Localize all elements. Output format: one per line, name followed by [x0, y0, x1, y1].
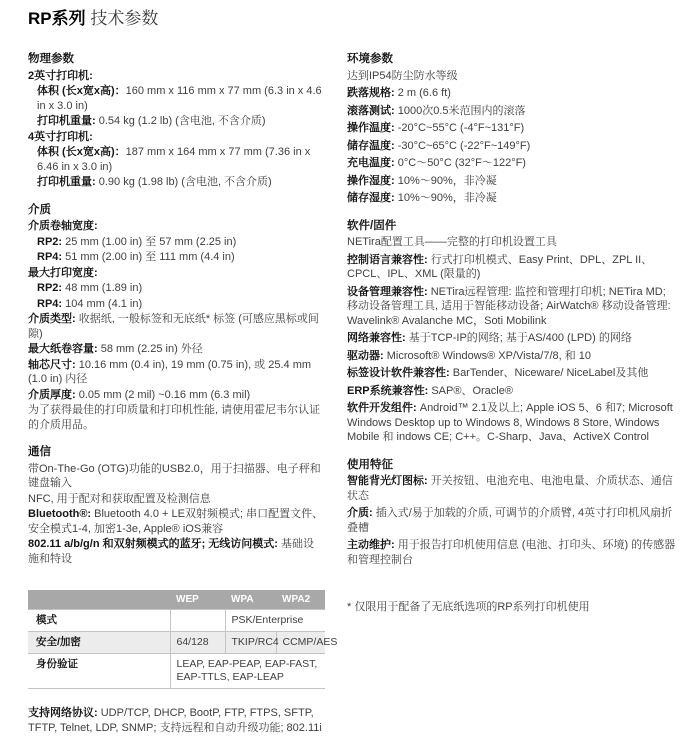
page-title-subtitle: 技术参数 [85, 9, 159, 28]
spec-line [347, 538, 679, 567]
spec-value: 0.54 kg (1.2 lb) (含电池, 不含介质) [95, 115, 266, 127]
spec-label: 介质类型: [28, 313, 76, 325]
spec-value: 达到IP54防尘防水等级 [347, 69, 458, 82]
spec-line [28, 175, 324, 190]
table-cell [170, 610, 225, 632]
spec-line [347, 156, 679, 171]
spec-line [347, 86, 679, 101]
spec-value: 基础设施和特设 [28, 538, 315, 565]
spec-label: 跌落规格: [347, 87, 395, 99]
spec-line [28, 145, 324, 174]
spec-label: 滚落测试: [347, 104, 395, 117]
table-row [28, 610, 325, 632]
spec-line [28, 706, 324, 735]
spec-value: -30°C~65°C (-22°F~149°F) [394, 139, 531, 152]
spec-value: 58 mm (2.25 in) 外径 [97, 343, 203, 355]
spec-label: 支持网络协议: [28, 707, 98, 719]
spec-value: SAP®、Oracle® [428, 384, 513, 397]
spec-line [347, 474, 679, 503]
table-column-header: WPA [225, 590, 276, 610]
spec-value: NETira配置工具——完整的打印机设置工具 [347, 236, 557, 248]
spec-value: NFC, 用于配对和获取配置及检测信息 [28, 492, 211, 505]
spec-line [28, 507, 324, 536]
spec-label: 4英寸打印机: [28, 130, 93, 143]
spec-value: 用于报告打印机使用信息 (电池、打印头、环境) 的传感器和管理控制台 [347, 539, 676, 566]
spec-label: 充电温度: [347, 157, 395, 169]
spec-line [28, 537, 324, 566]
spec-label: 轴芯尺寸: [28, 358, 76, 371]
spec-value: 收据纸, 一般标签和无底纸* 标签 (可感应黑标或间隙) [28, 313, 319, 340]
spec-line [347, 139, 679, 154]
spec-line [28, 462, 324, 491]
spec-label: 操作湿度: [347, 174, 395, 187]
spec-value: 25 mm (1.00 in) 至 57 mm (2.25 in) [62, 235, 237, 248]
spec-label: 设备管理兼容性: [347, 285, 428, 298]
page-title-series: RP系列 [28, 9, 86, 28]
spec-line [28, 250, 324, 265]
spec-value: 104 mm (4.1 in) [62, 297, 143, 310]
wifi-security-table [28, 590, 338, 689]
table-row-label: 身份验证 [28, 654, 170, 689]
spec-label: 主动维护: [347, 539, 395, 551]
spec-line [28, 114, 324, 129]
spec-label: 储存湿度: [347, 192, 395, 204]
spec-line [347, 174, 679, 189]
table-header-row [28, 590, 325, 610]
spec-line [347, 253, 679, 282]
section-heading: 软件/固件 [347, 219, 397, 232]
section-heading: 使用特征 [347, 458, 393, 471]
spec-line [28, 69, 324, 84]
spec-label: 驱动器: [347, 349, 384, 362]
spec-line [28, 281, 324, 296]
spec-value: 0.05 mm (2 mil) ~0.16 mm (6.3 mil) [75, 388, 251, 401]
spec-label: 操作温度: [347, 122, 395, 134]
spec-value: 行式打印机模式、Easy Print、DPL、ZPL II、CPCL、IPL、XML (限量的) [347, 253, 653, 280]
spec-label: 介质卷轴宽度: [28, 220, 98, 232]
spec-value: 2 m (6.6 ft) [394, 87, 451, 99]
spec-label: 介质: [347, 507, 373, 519]
spec-value: 187 mm x 164 mm x 77 mm (7.36 in x 6.46 in x 3.0 in) [37, 146, 311, 173]
section-heading: 通信 [28, 446, 51, 458]
spec-label: 802.11 a/b/g/n 和双射频模式的蓝牙; 无线访问模式: [28, 538, 278, 550]
spec-value: BarTender、Niceware/ NiceLabel及其他 [449, 367, 649, 379]
table-cell: LEAP, EAP-PEAP, EAP-FAST, EAP-TTLS, EAP-LEAP [170, 654, 325, 689]
table-cell: TKIP/RC4 [225, 632, 276, 654]
spec-value: 160 mm x 116 mm x 77 mm (6.3 in x 4.6 in x 3.0 in) [37, 85, 322, 112]
spec-line [28, 388, 324, 403]
section-heading: 物理参数 [28, 53, 74, 65]
spec-line [28, 297, 324, 312]
spec-label: 体积 (长x宽x高)： [37, 146, 126, 158]
spec-value: 0°C～50°C (32°F～122°F) [394, 157, 526, 169]
table-row-label: 安全/加密 [28, 632, 170, 654]
table-cell: CCMP/AES [276, 632, 325, 654]
table-column-header: WEP [170, 590, 225, 610]
spec-line [28, 219, 324, 234]
spec-line [28, 403, 324, 432]
spec-value: 基于TCP-IP的网络; 基于AS/400 (LPD) 的网络 [405, 332, 632, 344]
spec-line [28, 84, 324, 113]
spec-value: 开关按钮、电池充电、电池电量、介质状态、通信状态 [347, 475, 673, 502]
spec-line [28, 266, 324, 281]
spec-value: 0.90 kg (1.98 lb) (含电池, 不含介质) [95, 176, 272, 188]
spec-label: 2英寸打印机: [28, 69, 93, 82]
spec-label: RP4: [37, 251, 63, 263]
spec-line [347, 331, 679, 346]
spec-label: Bluetooth®: [28, 508, 92, 520]
spec-label: 智能背光灯图标: [347, 475, 428, 487]
spec-value: 为了获得最佳的打印质量和打印机性能, 请使用霍尼韦尔认证的介质用品。 [28, 404, 321, 431]
spec-value: 带On-The-Go (OTG)功能的USB2.0，用于扫描器、电子秤和键盘输入 [28, 462, 321, 489]
spec-value: 10%～90%，非冷凝 [394, 174, 497, 187]
spec-value: Microsoft® Windows® XP/Vista/7/8, 和 10 [383, 349, 592, 362]
spec-value: -20°C~55°C (-4°F~131°F) [394, 122, 525, 134]
spec-label: 体积 (长x宽x高)： [37, 85, 126, 97]
table-row [28, 654, 325, 689]
spec-value: 10%～90%，非冷凝 [394, 192, 497, 204]
spec-value: NETira远程管理: 监控和管理打印机; NETira MD; 移动设备管理工具, 适用于智能移动设备; AirWatch® 移动设备管理: Wavelink® Avalanche MC，Soti Mobilink [347, 285, 671, 327]
spec-line [28, 130, 324, 145]
spec-label: 打印机重量: [37, 176, 96, 188]
table-cell: 64/128 [170, 632, 225, 654]
footnote: * 仅限用于配备了无底纸选项的RP系列打印机使用 [347, 601, 590, 613]
spec-value: 插入式/易于加载的介质, 可调节的介质臂, 4英寸打印机风扇折叠槽 [347, 507, 673, 534]
spec-line [347, 69, 679, 84]
spec-value: 48 mm (1.89 in) [62, 282, 143, 294]
spec-value: UDP/TCP, DHCP, BootP, FTP, FTPS, SFTP, TFTP, Telnet, LDP, SNMP; 支持远程和自动升级功能; 802.11i [28, 707, 322, 734]
spec-line [347, 384, 679, 399]
section-heading: 介质 [28, 203, 51, 216]
page-title [28, 8, 158, 30]
spec-line [28, 235, 324, 250]
spec-label: 打印机重量: [37, 115, 96, 127]
spec-line [347, 191, 679, 206]
right-column [347, 52, 679, 615]
spec-line [347, 121, 679, 136]
table-column-header: WPA2 [276, 590, 325, 610]
spec-line [28, 492, 324, 507]
spec-label: 最大纸卷容量: [28, 343, 98, 355]
spec-line [28, 312, 324, 341]
spec-line [347, 349, 679, 364]
spec-line [347, 506, 679, 535]
spec-label: ERP系统兼容性: [347, 384, 429, 397]
spec-label: 储存温度: [347, 139, 395, 152]
left-column [28, 52, 338, 736]
spec-label: RP2: [37, 235, 63, 248]
spec-line [347, 104, 679, 119]
spec-label: 标签设计软件兼容性: [347, 367, 450, 379]
spec-value: 1000次0.5米范围内的滚落 [394, 104, 526, 117]
spec-line [347, 366, 679, 381]
table-cell: PSK/Enterprise [225, 610, 325, 632]
section-heading: 环境参数 [347, 53, 393, 65]
spec-label: RP2: [37, 282, 63, 294]
table-row [28, 632, 325, 654]
spec-line [347, 285, 679, 329]
table-corner-header [28, 590, 170, 610]
spec-line [347, 235, 679, 250]
spec-label: RP4: [37, 297, 63, 310]
spec-value: Android™ 2.1及以上; Apple iOS 5、6 和7; Microsoft Windows Desktop up to Windows 8, Windows 8 Store, Windows Mobile 和 indows CE; C++。C-Sharp、Java、ActiveX Control [347, 402, 673, 443]
spec-label: 最大打印宽度: [28, 266, 98, 279]
spec-value: Bluetooth 4.0 + LE双射频模式; 串口配置文件、安全模式1-4, 加密1-3e, Apple® iOS兼容 [28, 508, 324, 535]
spec-label: 网络兼容性: [347, 332, 406, 344]
spec-label: 介质厚度: [28, 388, 76, 401]
spec-line [347, 401, 679, 445]
spec-label: 控制语言兼容性: [347, 253, 428, 266]
spec-value: 51 mm (2.00 in) 至 111 mm (4.4 in) [62, 251, 235, 263]
spec-line [28, 358, 324, 387]
spec-line [28, 342, 324, 357]
table-row-label: 模式 [28, 610, 170, 632]
spec-label: 软件开发组件: [347, 402, 417, 414]
spec-value: 10.16 mm (0.4 in), 19 mm (0.75 in), 或 25.4 mm (1.0 in) 内径 [28, 358, 312, 385]
